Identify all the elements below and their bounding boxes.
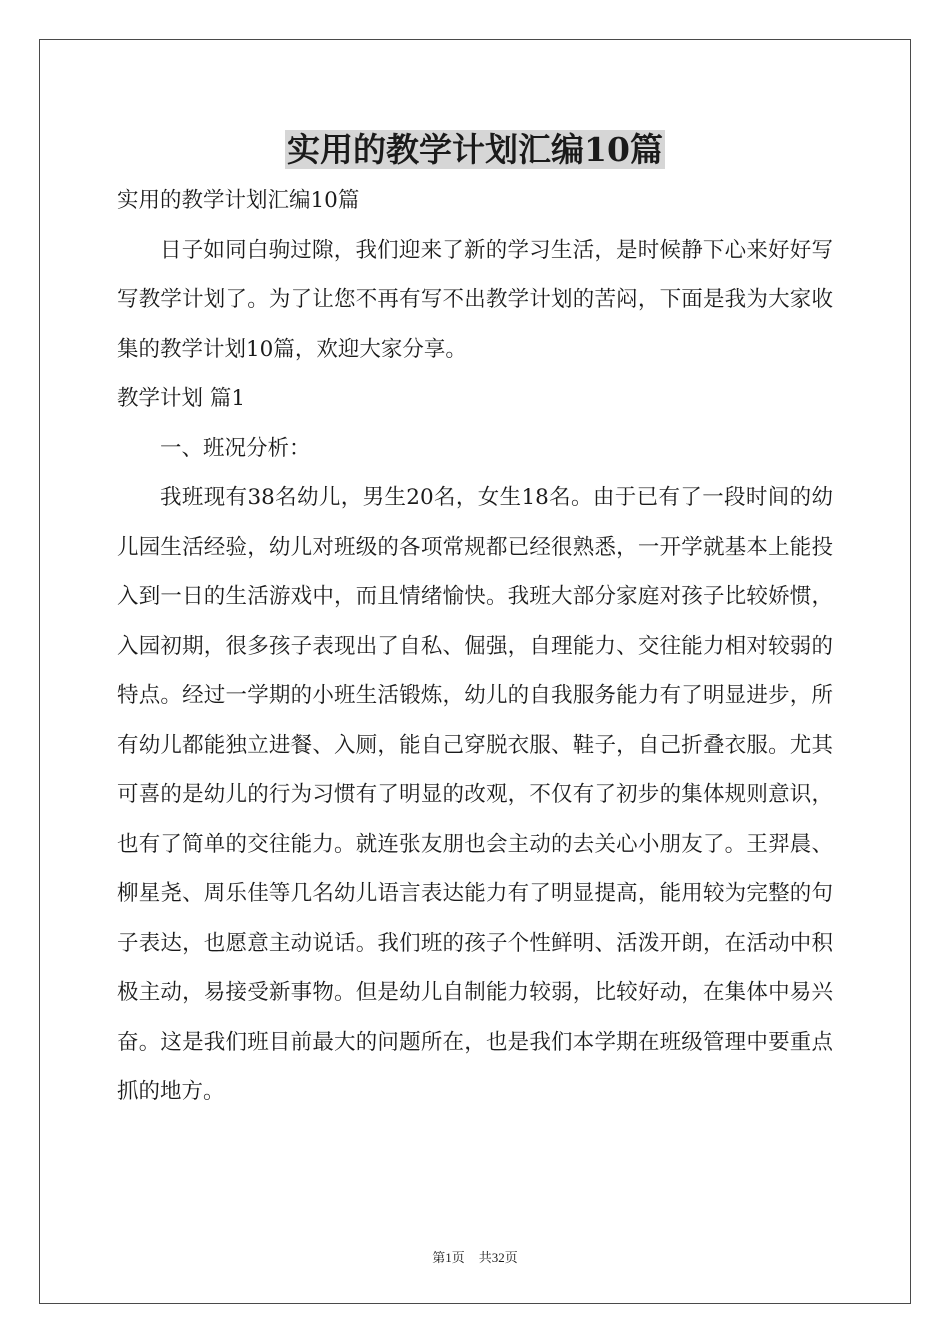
- section-heading: 教学计划 篇1: [117, 386, 246, 411]
- page-total: 共32页: [478, 1250, 518, 1265]
- document-body: [117, 176, 833, 1117]
- document-title-text: 实用的教学计划汇编10篇: [287, 130, 663, 169]
- subsection-heading: 一、班况分析：: [160, 435, 311, 461]
- page-number: 第1页: [432, 1250, 465, 1265]
- page-footer: [0, 1249, 950, 1267]
- document-subtitle: 实用的教学计划汇编10篇: [117, 188, 360, 213]
- document-title: [0, 124, 950, 176]
- body-paragraph: 我班现有38名幼儿，男生20名，女生18名。由于已有了一段时间的幼儿园生活经验，幼儿对班级的各项常规都已经很熟悉，一开学就基本上能投入到一日的生活游戏中，而且情绪愉快。我班大部分家庭对孩子比较娇惯，入园初期，很多孩子表现出了自私、倔强，自理能力、交往能力相对较弱的特点。经过一学期的小班生活锻炼，幼儿的自我服务能力有了明显进步，所有幼儿都能独立进餐、入厕，能自己穿脱衣服、鞋子，自己折叠衣服。尤其可喜的是幼儿的行为习惯有了明显的改观，不仅有了初步的集体规则意识，也有了简单的交往能力。就连张友朋也会主动的去关心小朋友了。王羿晨、柳星尧、周乐佳等几名幼儿语言表达能力有了明显提高，能用较为完整的句子表达，也愿意主动说话。我们班的孩子个性鲜明、活泼开朗，在活动中积极主动，易接受新事物。但是幼儿自制能力较弱，比较好动，在集体中易兴奋。这是我们班目前最大的问题所在，也是我们本学期在班级管理中要重点抓的地方。: [117, 485, 833, 1104]
- intro-paragraph: 日子如同白驹过隙，我们迎来了新的学习生活，是时候静下心来好好写写教学计划了。为了让您不再有写不出教学计划的苦闷，下面是我为大家收集的教学计划10篇，欢迎大家分享。: [117, 237, 833, 362]
